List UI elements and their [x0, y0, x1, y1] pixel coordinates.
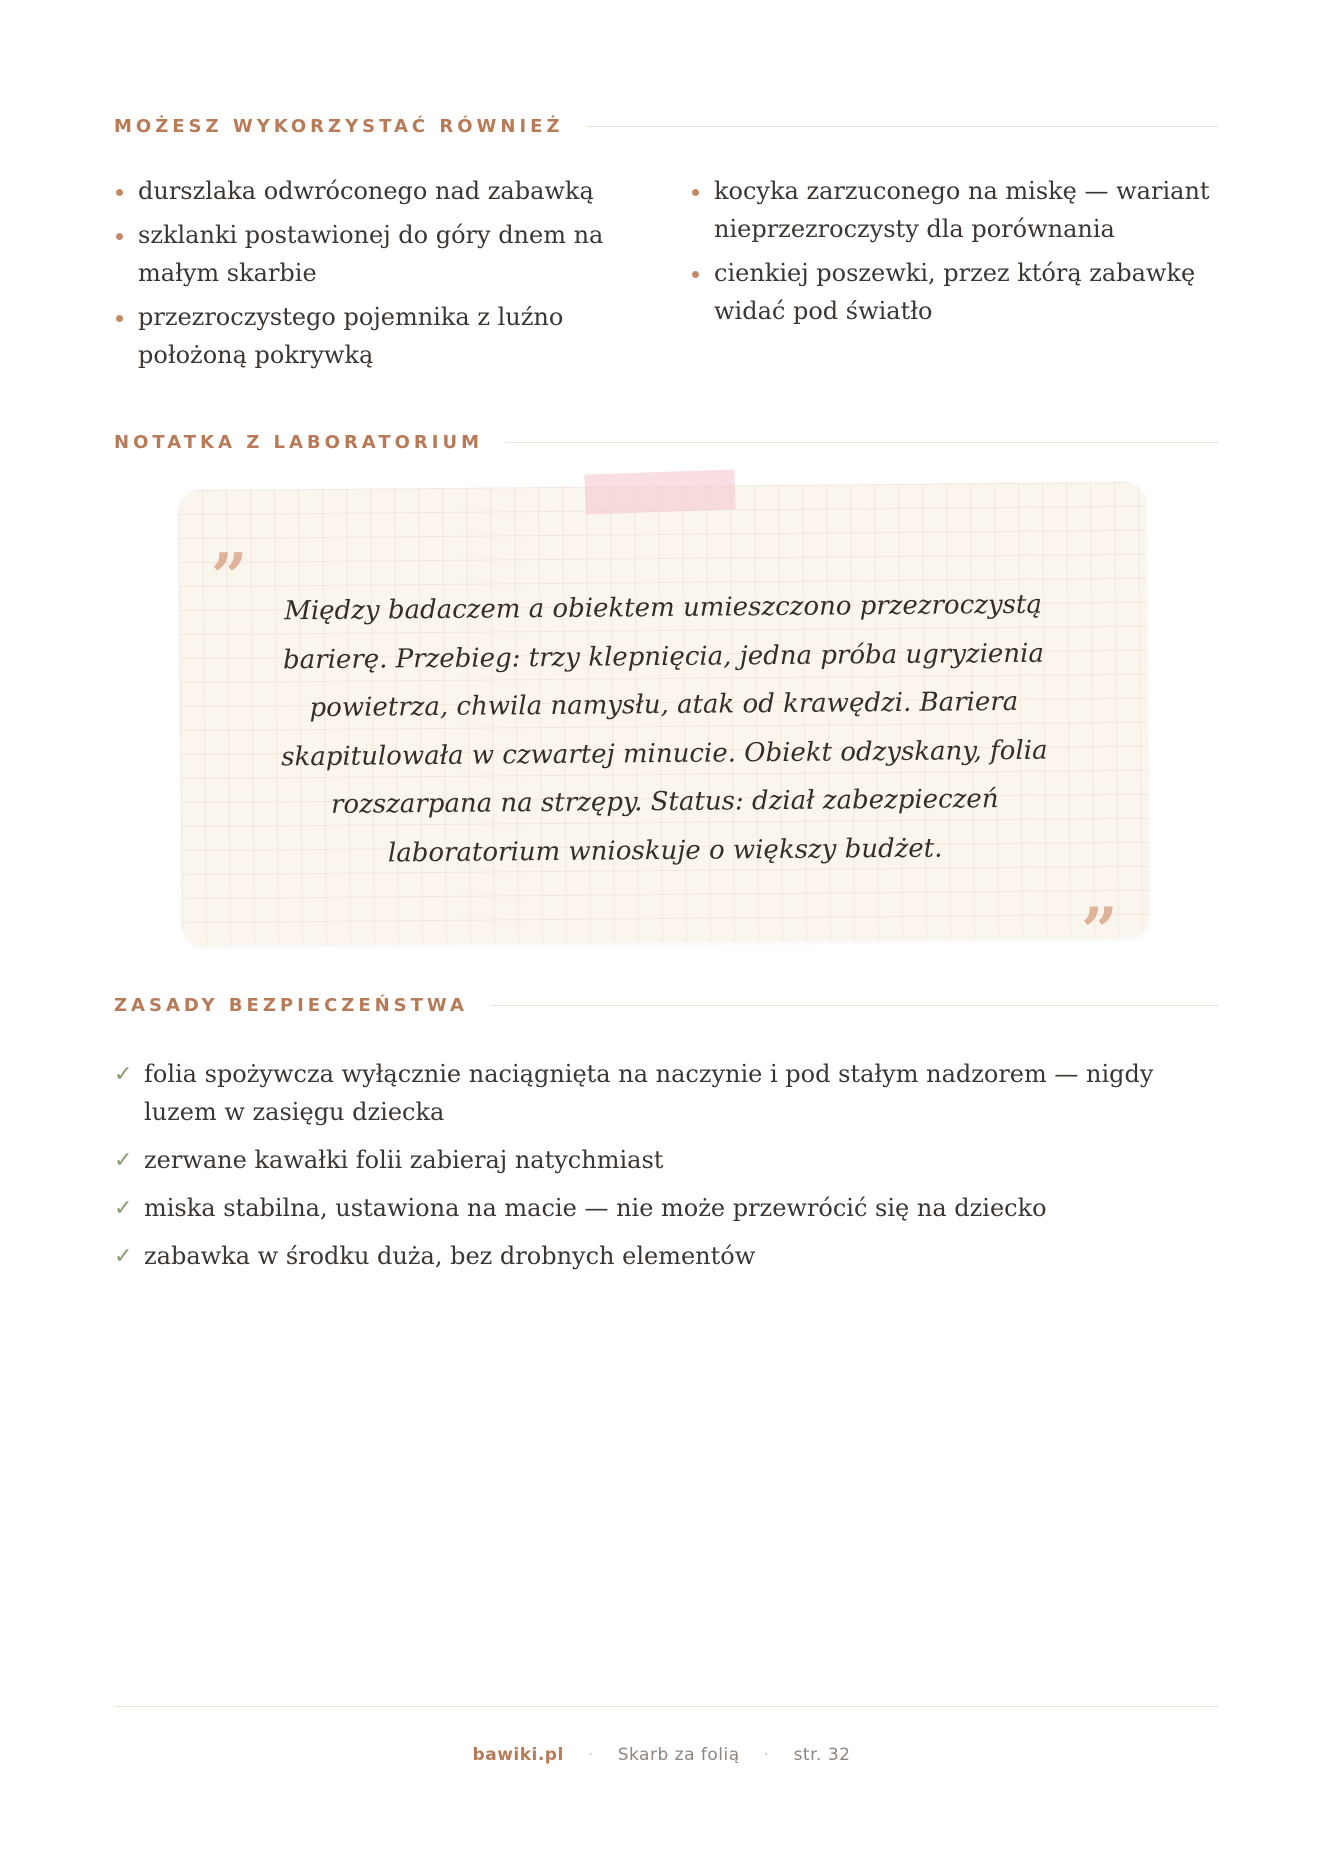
footer-brand: bawiki.pl: [472, 1745, 564, 1765]
list-item-text: cienkiej poszewki, przez którą zabawkę widać pod światło: [714, 259, 1196, 325]
section-header-safety: [114, 995, 1218, 1016]
list-item-text: szklanki postawionej do góry dnem na małym skarbie: [138, 221, 604, 287]
footer-title: Skarb za folią: [617, 1745, 740, 1765]
section-title: ZASADY BEZPIECZEŃSTWA: [114, 995, 468, 1016]
footer-page-number: str. 32: [793, 1745, 851, 1765]
check-icon: ✓: [114, 1244, 133, 1269]
check-icon: ✓: [114, 1062, 133, 1087]
lab-note-text: Między badaczem a obiektem umieszczono przezroczystą barierę. Przebieg: trzy klepnięcia, jedna próba ugryzienia powietrza, chwila namysłu, atak od krawędzi. Bariera skapitulowała w czwartej minucie. Obiekt odzyskany, folia rozszarpana na strzępy. Status: dział zabezpieczeń laboratorium wnioskuje o większy budżet.: [281, 589, 1048, 868]
alternatives-left-column: [114, 172, 614, 380]
list-item-text: miska stabilna, ustawiona na macie — nie może przewrócić się na dziecko: [144, 1194, 1047, 1222]
list-item-text: zabawka w środku duża, bez drobnych elementów: [144, 1242, 756, 1270]
divider: [505, 442, 1218, 443]
checklist-item: [114, 1141, 1224, 1179]
bullet-list: [690, 172, 1220, 330]
divider: [490, 1005, 1218, 1006]
check-icon: ✓: [114, 1196, 133, 1221]
lab-note-card: [178, 482, 1150, 970]
list-item: [114, 172, 614, 210]
checklist-item: [114, 1189, 1224, 1227]
footer-separator: ·: [587, 1745, 594, 1765]
bullet-list: [114, 172, 614, 374]
divider: [586, 126, 1219, 127]
list-item-text: zerwane kawałki folii zabieraj natychmiast: [144, 1146, 664, 1174]
list-item-text: kocyka zarzuconego na miskę — wariant nieprzezroczysty dla porównania: [714, 177, 1210, 243]
quote-close-icon: ”: [1080, 894, 1119, 970]
check-icon: ✓: [114, 1148, 133, 1173]
list-item: [114, 298, 614, 374]
section-header-lab-note: [114, 432, 1218, 453]
list-item: [690, 172, 1220, 248]
list-item-text: durszlaka odwróconego nad zabawką: [138, 177, 594, 205]
safety-checklist: [114, 1055, 1224, 1285]
footer: [0, 1745, 1323, 1765]
list-item: [690, 254, 1220, 330]
tape-decoration: [584, 469, 735, 514]
list-item-text: folia spożywcza wyłącznie naciągnięta na naczynie i pod stałym nadzorem — nigdy luzem w zasięgu dziecka: [144, 1060, 1154, 1126]
checklist-item: [114, 1055, 1224, 1131]
section-header-alternatives: [114, 116, 1218, 137]
section-title: MOŻESZ WYKORZYSTAĆ RÓWNIEŻ: [114, 116, 564, 137]
alternatives-right-column: [690, 172, 1220, 336]
footer-separator: ·: [763, 1745, 770, 1765]
section-title: NOTATKA Z LABORATORIUM: [114, 432, 484, 453]
checklist-item: [114, 1237, 1224, 1275]
footer-divider: [114, 1706, 1218, 1707]
quote-open-icon: ”: [210, 539, 248, 615]
list-item-text: przezroczystego pojemnika z luźno położoną pokrywką: [138, 303, 564, 369]
list-item: [114, 216, 614, 292]
